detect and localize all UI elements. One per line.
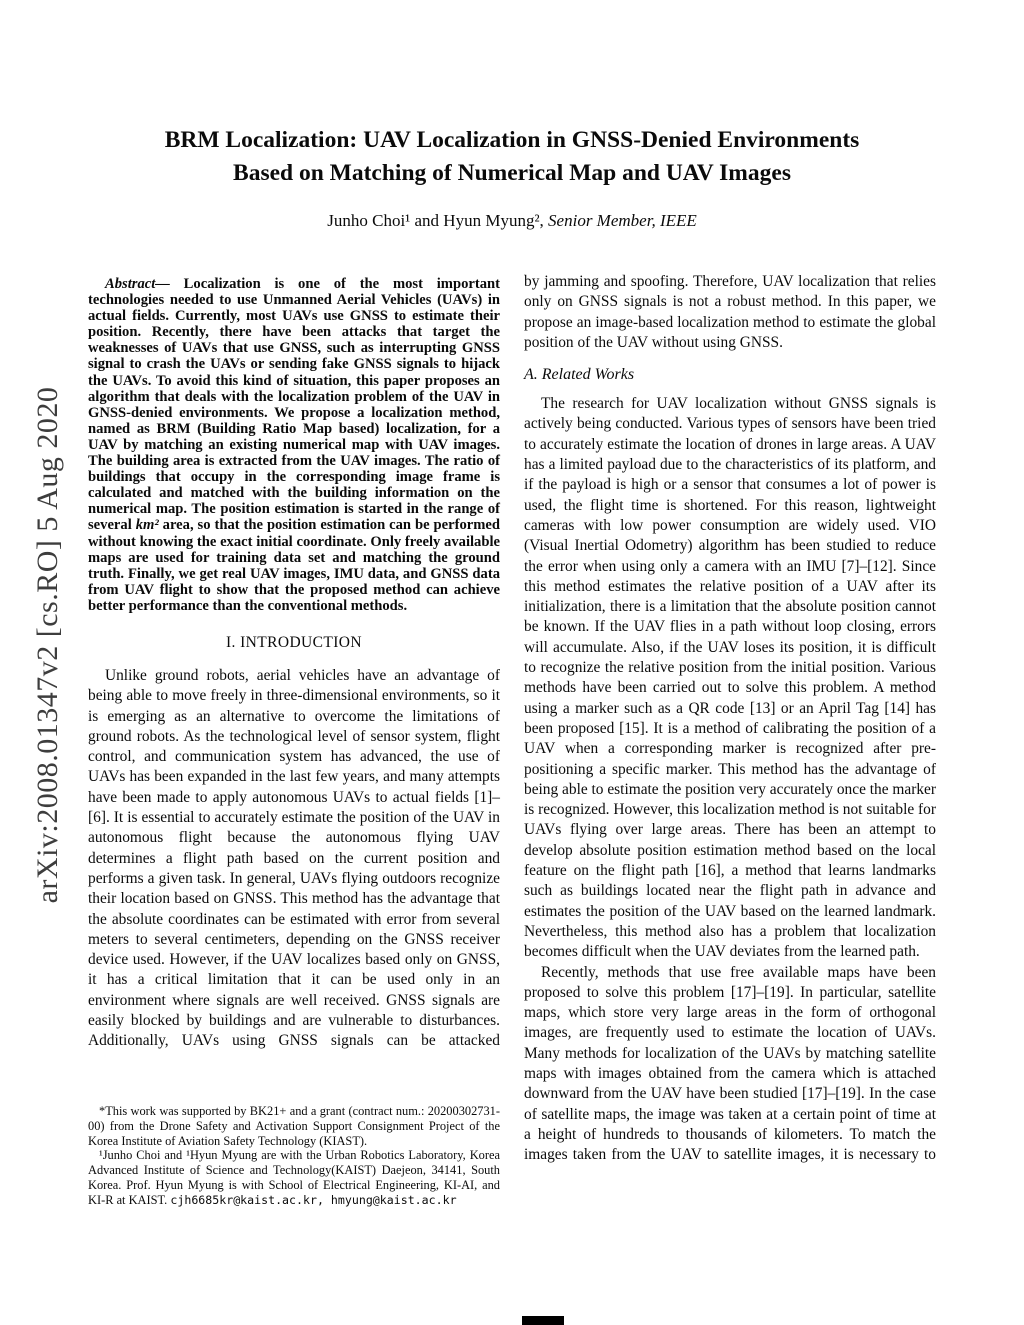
footnote-support-grant: *This work was supported by BK21+ and a grant (contract num.: 20200302731-00) from the Drone Safety and Activation Support Consignment Project of the Korea Institute of Aviation Safety Technology (KIAST). — [88, 1104, 500, 1148]
left-column — [88, 272, 500, 1052]
paper-title — [0, 124, 1024, 190]
author-names: Junho Choi¹ and Hyun Myung², — [327, 211, 544, 230]
author-line — [0, 211, 1024, 231]
paper-header — [0, 124, 1024, 231]
footnote-affiliation — [88, 1148, 500, 1207]
footnote-affiliation-text: ¹Junho Choi and ¹Hyun Myung are with the Urban Robotics Laboratory, Korea Advanced Institute of Science and Technology(KAIST) Daejeon, 34141, South Korea. Prof. Hyun Myung is with School of Electrical Engineering, KI-AI, and KI-R at KAIST. — [88, 1148, 500, 1207]
introduction-paragraph: Unlike ground robots, aerial vehicles have an advantage of being able to move freely in three-dimensional environments, so it is emerging as an alternative to overcome the limitations of ground robots. As the technological level of sensor system, flight control, and communication system has advanced, the use of UAVs has been expanded in the last few years, and many attempts have been made to apply autonomous UAVs to actual fields [1]–[6]. It is essential to accurately estimate the position of the UAV in autonomous flight because the autonomous flying UAV determines a flight path based on the current position and performs a given task. In general, UAVs flying outdoors recognize their location based on GNSS. This method has the advantage that the absolute coordinates can be estimated with error from several meters to several centimeters, depending on the GNSS receiver device used. However, if the UAV localizes based only on GNSS, it has a critical limitation that it can be used only in an environment where signals are well received. GNSS signals are easily blocked by buildings and are vulnerable to disturbances. Additionally, UAVs using GNSS signals can be attacked — [88, 666, 500, 1050]
author-ieee-membership: Senior Member, IEEE — [543, 211, 697, 230]
abstract-km-unit: km² — [135, 517, 159, 534]
related-works-paragraph-2: Recently, methods that use free available maps have been proposed to solve this problem [17]–[19]. In particular, satellite maps, which store very large areas in the form of orthogonal images, are frequently used to estimate the location of UAVs. Many methods for localization of the UAVs by matching satellite maps with images obtained from the camera which is attached downward from the UAV have been studied [17]–[19]. In the case of satellite maps, the image was taken at a certain point of time at a height of hundreds to thousands of kilometers. To match the images taken from the UAV to satellite images, it is necessary to — [524, 963, 936, 1164]
next-page-figure-edge — [522, 1316, 564, 1325]
arxiv-watermark: arXiv:2008.01347v2 [cs.RO] 5 Aug 2020 — [31, 386, 64, 904]
abstract-paragraph — [88, 276, 500, 614]
section-heading-introduction: I. INTRODUCTION — [225, 633, 362, 651]
footnote-email-addresses: cjh6685kr@kaist.ac.kr, hmyung@kaist.ac.kr — [170, 1192, 457, 1207]
subsection-heading-related-works: A. Related Works — [524, 366, 635, 384]
footnote-block — [88, 1104, 500, 1208]
right-column — [524, 272, 936, 1165]
paper-title-line-1: BRM Localization: UAV Localization in GNSS-Denied Environments — [164, 127, 860, 153]
paper-title-line-2: Based on Matching of Numerical Map and UAV Images — [233, 160, 791, 186]
abstract-text-after-km: area, so that the position estimation can be performed without knowing the exact initial coordinate. Only freely available maps are used for training data set and matching the ground truth. Finally, we get real UAV images, IMU data, and GNSS data from UAV flight to show that the proposed method can achieve better performance than the conventional methods. — [88, 517, 500, 614]
related-works-paragraph-1: The research for UAV localization without GNSS signals is actively being conducted. Various types of sensors have been tried to accurately estimate the location of drones in large areas. A UAV has a limited payload due to the characteristics of its platform, and if the payload is high or a sensor that consumes a lot of power is used, the flight time is shortened. For this reason, lightweight cameras with low power consumption are widely used. VIO (Visual Inertial Odometry) algorithm has been studied to reduce the error when using only a camera with an IMU [7]–[12]. Since this method estimates the relative position of a UAV after its initialization, there is a limitation that the absolute position cannot be known. If the UAV flies in a path without loop closing, errors will accumulate. Also, if the UAV loses its position, it is difficult to recognize the relative position from the initial position. Various methods have been carried out to solve this problem. A method using a marker such as a QR code [13] or an April Tag [14] has been proposed [15]. It is a method of calibrating the position of a UAV when a corresponding marker is recognized after pre-positioning a specific marker. This method has the advantage of being able to estimate the position very accurately once the marker is recognized. However, this localization method is not suitable for UAVs flying over large areas. There has been an attempt to develop absolute position estimation method based on the local feature on the flight path [16], a method that learns landmarks such as buildings located near the flight path in advance and estimates the position of the UAV based on the learned landmark. Nevertheless, this method also has a problem that localization becomes difficult when the UAV deviates from the learned path. — [524, 395, 936, 961]
abstract-text-before-km: Localization is one of the most important technologies needed to use Unmanned Aerial Vehicles (UAVs) in actual fields. Currently, most UAVs use GNSS to estimate their position. Recently, there have been attacks that target the weaknesses of UAVs that use GNSS, such as interrupting GNSS signal to crash the UAVs or sending fake GNSS signals to hijack the UAVs. To avoid this kind of situation, this paper proposes an algorithm that deals with the localization problem of the UAV in GNSS-denied environments. We propose a localization method, named as BRM (Building Ratio Map based) localization, for a UAV by matching an existing numerical map with UAV images. The building area is extracted from the UAV images. The ratio of buildings that occupy in the corresponding image frame is calculated and matched with the building information on the numerical map. The position estimation is started in the range of several — [88, 276, 500, 534]
introduction-continued-paragraph: by jamming and spoofing. Therefore, UAV localization that relies only on GNSS signals is not a robust method. In this paper, we propose an image-based localization method to estimate the global position of the UAV without using GNSS. — [524, 273, 936, 351]
abstract-label: Abstract— — [105, 276, 170, 292]
